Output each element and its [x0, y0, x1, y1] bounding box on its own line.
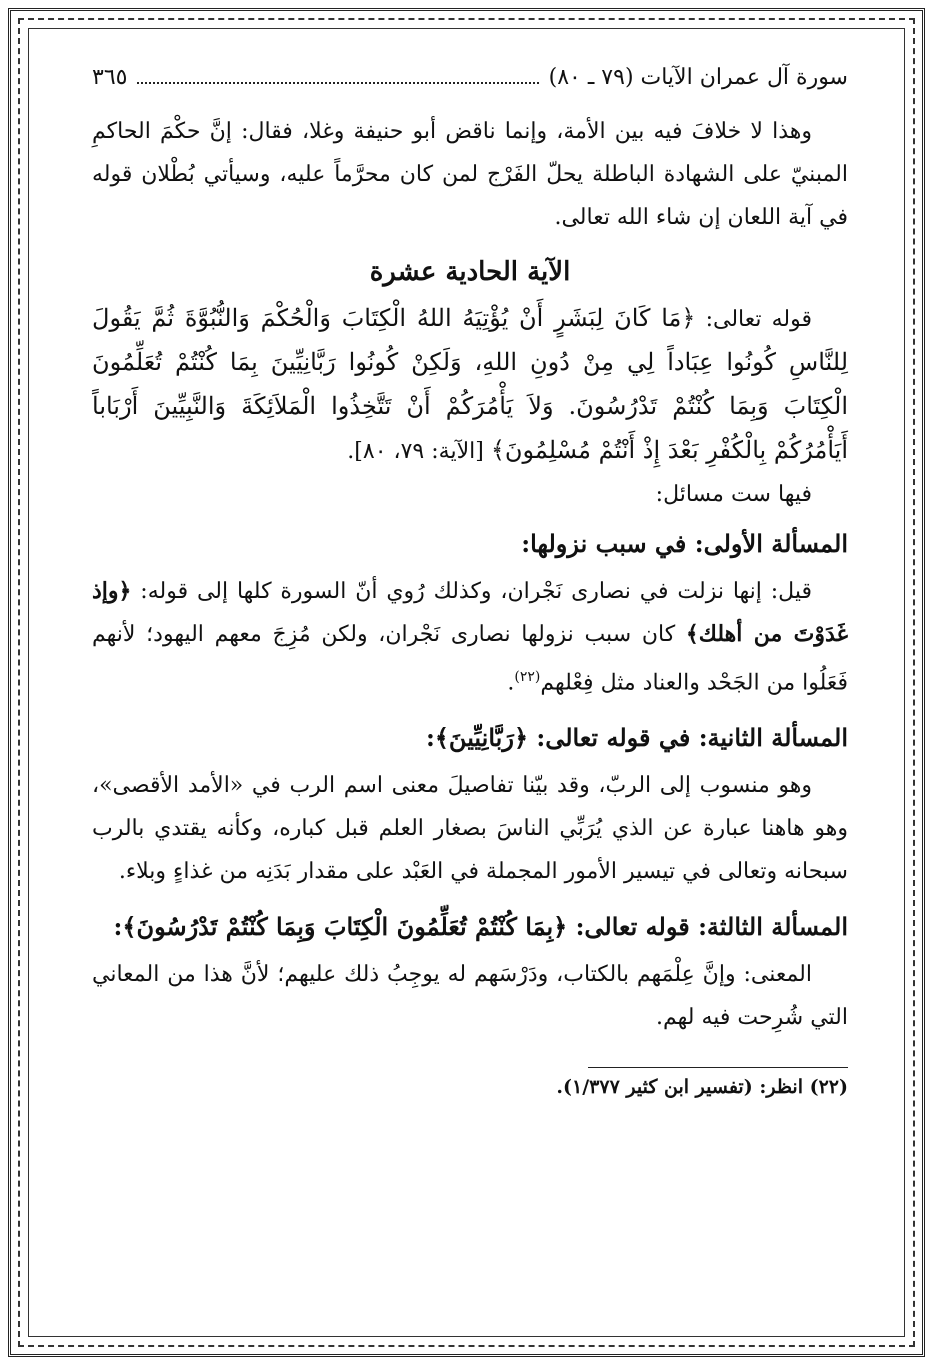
verse-intro: قوله تعالى:	[695, 307, 812, 332]
footnote-ref-22: (٢٢)	[514, 669, 541, 685]
book-page	[92, 58, 848, 1098]
issue-3-title: المسألة الثالثة: قوله تعالى: ﴿بِمَا كُنْتُمْ تُعَلِّمُونَ الْكِتَابَ وَبِمَا كُنْتُمْ تَدْرُسُونَ﴾:	[113, 912, 848, 942]
issue-1-end: .	[507, 670, 515, 696]
verse-text: ﴿مَا كَانَ لِبَشَرٍ أَنْ يُؤْتِيَهُ اللهُ الْكِتَابَ وَالْحُكْمَ وَالنُّبُوَّةَ ثُمَّ يَقُولَ لِلنَّاسِ كُونُوا عِبَاداً لِي مِنْ دُونِ اللهِ، وَلَكِنْ كُونُوا رَبَّانِيِّينَ بِمَا كُنْتُمْ تُعَلِّمُونَ الْكِتَابَ وَبِمَا كُنْتُمْ تَدْرُسُونَ. وَلاَ يَأْمُرَكُمْ أَنْ تَتَّخِذُوا الْمَلاَئِكَةَ وَالنَّبِيِّينَ أَرْبَاباً أَيَأْمُرُكُمْ بِالْكُفْرِ بَعْدَ إِذْ أَنْتُمْ مُسْلِمُونَ﴾	[92, 304, 848, 464]
verse-reference: [الآية: ٧٩، ٨٠].	[347, 439, 491, 464]
issue-2-body: وهو منسوب إلى الربّ، وقد بيّنا تفاصيلَ معنى اسم الرب في «الأمد الأقصى»، وهو هاهنا عبارة عن الذي يُرَبِّي الناسَ بصغار العلم قبل كباره، وكأنه يقتدي بالرب سبحانه وتعالى في تيسير الأمور المجملة في العَبْد على مقدار بَدَنِه من غذاءٍ وبلاء.	[92, 773, 848, 885]
issue-2-title: المسألة الثانية: في قوله تعالى: ﴿رَبَّانِيِّينَ﴾:	[426, 723, 848, 753]
footnote-rule	[588, 1067, 848, 1068]
issue-1-title: المسألة الأولى: في سبب نزولها:	[521, 529, 848, 558]
page-number: ٣٦٥	[92, 65, 128, 90]
running-header	[92, 58, 848, 98]
header-leader-dots	[137, 82, 538, 84]
section-title: الآية الحادية عشرة	[369, 257, 571, 287]
issues-intro: فيها ست مسائل:	[655, 482, 812, 507]
header-title: سورة آل عمران الآيات (٧٩ ـ ٨٠)	[548, 65, 848, 90]
verse-paragraph	[92, 297, 848, 473]
issue-1-quote: ﴿وإذ غَدَوْتَ من أهلك﴾	[92, 578, 848, 647]
issue-1-body-a: قيل: إنها نزلت في نصارى نَجْران، وكذلك رُوي أنّ السورة كلها إلى قوله:	[131, 579, 812, 604]
footnote-22: (٢٢) انظر: (تفسير ابن كثير ١/٣٧٧).	[556, 1076, 848, 1099]
paragraph-intro: وهذا لا خلافَ فيه بين الأمة، وإنما ناقض أبو حنيفة وغلا، فقال: إنَّ حكْمَ الحاكمِ المبنيّ على الشهادة الباطلة يحلّ الفَرْج لمن كان محرَّماً عليه، وسيأتي بُطْلان قوله في آية اللعان إن شاء الله تعالى.	[92, 119, 848, 230]
issue-3-body: المعنى: وإنَّ عِلْمَهم بالكتاب، ودَرْسَهم له يوجِبُ ذلك عليهم؛ لأنَّ هذا من المعاني التي شُرِحت فيه لهم.	[92, 962, 848, 1031]
issue-1-body-b: كان سبب نزولها نصارى نَجْران، ولكن مُزِجَ معهم اليهود؛ لأنهم فَعَلُوا من الجَحْد والعناد مثل فِعْلهم	[92, 622, 848, 696]
issue-1-body	[92, 570, 848, 704]
